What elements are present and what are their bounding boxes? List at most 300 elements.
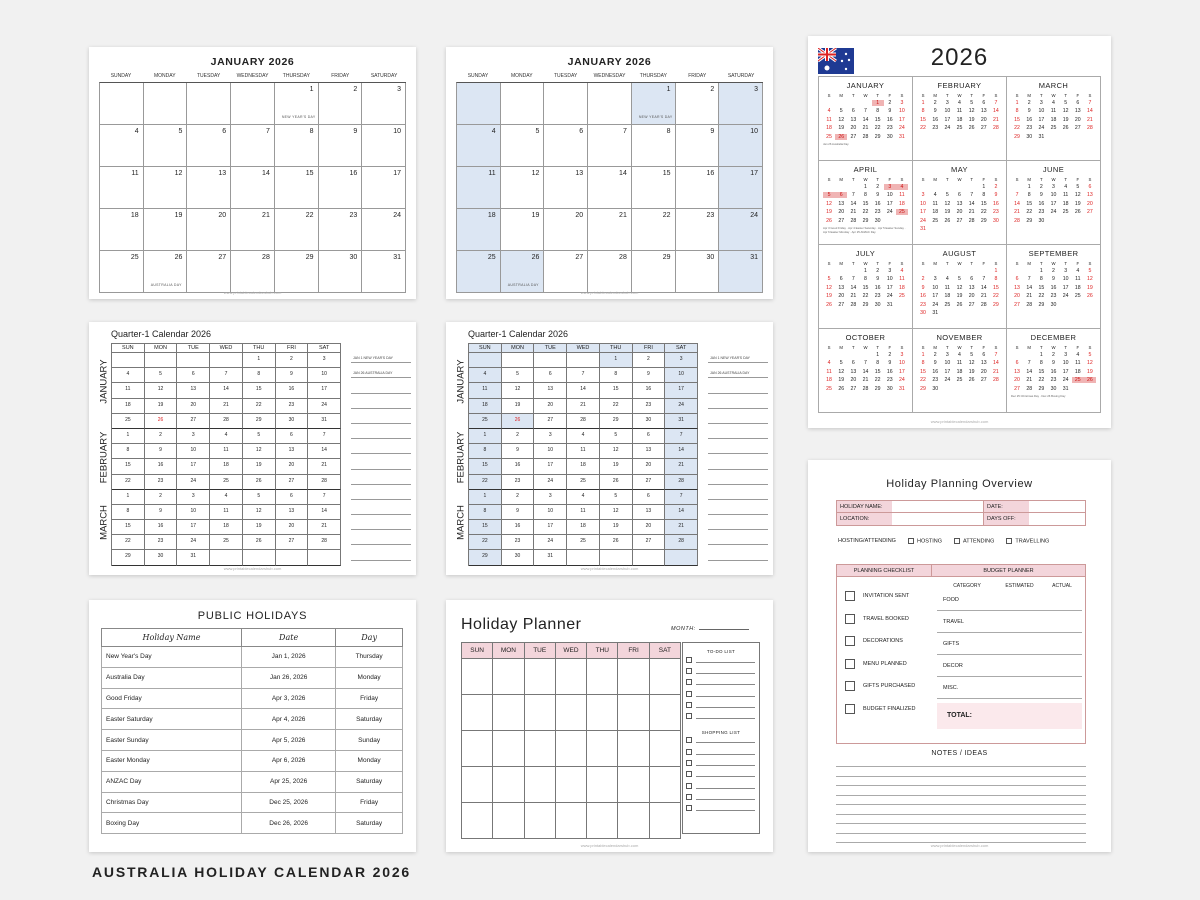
- day-cell[interactable]: 17: [308, 383, 341, 398]
- day-cell[interactable]: [362, 167, 406, 209]
- day-cell[interactable]: 25: [469, 414, 502, 429]
- day-cell[interactable]: 4: [567, 429, 600, 444]
- day-cell[interactable]: 20: [276, 520, 309, 535]
- day-cell[interactable]: [319, 167, 363, 209]
- day-cell[interactable]: [650, 695, 681, 731]
- day-cell[interactable]: [632, 167, 676, 209]
- day-cell[interactable]: 26: [243, 475, 276, 490]
- day-cell[interactable]: 2: [502, 429, 535, 444]
- day-cell[interactable]: 3: [177, 429, 210, 444]
- day-cell[interactable]: [100, 83, 144, 125]
- note-line[interactable]: [708, 348, 768, 363]
- day-cell[interactable]: 14: [308, 444, 341, 459]
- day-cell[interactable]: 28: [665, 475, 698, 490]
- day-cell[interactable]: 8: [469, 444, 502, 459]
- day-cell[interactable]: 26: [145, 414, 178, 429]
- day-cell[interactable]: [676, 167, 720, 209]
- day-cell[interactable]: 4: [210, 429, 243, 444]
- day-cell[interactable]: [319, 251, 363, 293]
- day-cell[interactable]: [231, 125, 275, 167]
- day-cell[interactable]: 8: [469, 505, 502, 520]
- day-cell[interactable]: 4: [567, 490, 600, 505]
- day-cell[interactable]: 23: [276, 399, 309, 414]
- day-cell[interactable]: [544, 251, 588, 293]
- note-line[interactable]: [708, 485, 768, 500]
- day-cell[interactable]: 13: [534, 383, 567, 398]
- day-cell[interactable]: [665, 550, 698, 565]
- day-cell[interactable]: [319, 83, 363, 125]
- note-line[interactable]: [351, 348, 411, 363]
- note-line[interactable]: [836, 804, 1086, 805]
- day-cell[interactable]: [618, 659, 649, 695]
- day-cell[interactable]: [187, 83, 231, 125]
- day-cell[interactable]: 26: [600, 475, 633, 490]
- day-cell[interactable]: 5: [502, 368, 535, 383]
- day-cell[interactable]: 25: [567, 475, 600, 490]
- day-cell[interactable]: [275, 167, 319, 209]
- day-cell[interactable]: [187, 167, 231, 209]
- day-cell[interactable]: [462, 731, 493, 767]
- day-cell[interactable]: 13: [633, 444, 666, 459]
- note-line[interactable]: [351, 394, 411, 409]
- checklist-item[interactable]: [683, 710, 759, 721]
- day-cell[interactable]: 6: [633, 429, 666, 444]
- day-cell[interactable]: [100, 251, 144, 293]
- checklist-item[interactable]: [683, 677, 759, 688]
- note-line[interactable]: [351, 363, 411, 378]
- checklist-item[interactable]: [845, 636, 903, 646]
- day-cell[interactable]: 1: [112, 429, 145, 444]
- day-cell[interactable]: 13: [633, 505, 666, 520]
- day-cell[interactable]: [362, 83, 406, 125]
- day-cell[interactable]: 24: [177, 475, 210, 490]
- day-cell[interactable]: 25: [210, 475, 243, 490]
- note-line[interactable]: [836, 776, 1086, 777]
- day-cell[interactable]: 9: [145, 444, 178, 459]
- day-cell[interactable]: 13: [276, 505, 309, 520]
- day-cell[interactable]: [231, 83, 275, 125]
- day-cell[interactable]: 8: [600, 368, 633, 383]
- day-cell[interactable]: 28: [567, 414, 600, 429]
- day-cell[interactable]: 24: [534, 475, 567, 490]
- day-cell[interactable]: [501, 251, 545, 293]
- day-cell[interactable]: [469, 353, 502, 368]
- checklist-item[interactable]: [683, 735, 759, 746]
- quarter-calendar-card[interactable]: [89, 322, 416, 575]
- day-cell[interactable]: 4: [469, 368, 502, 383]
- day-cell[interactable]: [276, 550, 309, 565]
- note-line[interactable]: [836, 785, 1086, 786]
- day-cell[interactable]: [501, 167, 545, 209]
- day-cell[interactable]: 2: [276, 353, 309, 368]
- day-cell[interactable]: [676, 251, 720, 293]
- day-cell[interactable]: 17: [534, 520, 567, 535]
- day-cell[interactable]: [650, 767, 681, 803]
- note-line[interactable]: [351, 515, 411, 530]
- note-line[interactable]: [836, 795, 1086, 796]
- day-cell[interactable]: [319, 209, 363, 251]
- note-line[interactable]: [708, 439, 768, 454]
- day-cell[interactable]: [587, 767, 618, 803]
- day-cell[interactable]: 16: [276, 383, 309, 398]
- note-line[interactable]: [708, 545, 768, 560]
- quarter-calendar-blue-card[interactable]: [446, 322, 773, 575]
- day-cell[interactable]: [145, 353, 178, 368]
- checklist-item[interactable]: [683, 791, 759, 802]
- day-cell[interactable]: 10: [534, 444, 567, 459]
- day-cell[interactable]: 2: [502, 490, 535, 505]
- day-cell[interactable]: 22: [469, 475, 502, 490]
- day-cell[interactable]: [275, 125, 319, 167]
- day-cell[interactable]: [587, 731, 618, 767]
- note-line[interactable]: [351, 454, 411, 469]
- day-cell[interactable]: [100, 209, 144, 251]
- day-cell[interactable]: 16: [633, 383, 666, 398]
- day-cell[interactable]: [567, 550, 600, 565]
- day-cell[interactable]: [231, 251, 275, 293]
- day-cell[interactable]: [525, 767, 556, 803]
- day-cell[interactable]: 22: [469, 535, 502, 550]
- day-cell[interactable]: [525, 659, 556, 695]
- day-cell[interactable]: 22: [243, 399, 276, 414]
- day-cell[interactable]: 6: [276, 490, 309, 505]
- day-cell[interactable]: [187, 251, 231, 293]
- january-calendar-blue-card[interactable]: [446, 47, 773, 299]
- day-cell[interactable]: 27: [276, 475, 309, 490]
- day-cell[interactable]: 15: [243, 383, 276, 398]
- day-cell[interactable]: [493, 695, 524, 731]
- year-calendar-card[interactable]: [808, 36, 1111, 428]
- day-cell[interactable]: [501, 209, 545, 251]
- day-cell[interactable]: 19: [502, 399, 535, 414]
- day-cell[interactable]: [362, 125, 406, 167]
- checklist-item[interactable]: [845, 704, 915, 714]
- budget-row[interactable]: FOOD: [937, 589, 1082, 611]
- budget-row[interactable]: GIFTS: [937, 633, 1082, 655]
- day-cell[interactable]: [544, 209, 588, 251]
- day-cell[interactable]: [676, 83, 720, 125]
- day-cell[interactable]: [501, 125, 545, 167]
- day-cell[interactable]: 21: [210, 399, 243, 414]
- day-cell[interactable]: [588, 125, 632, 167]
- day-cell[interactable]: 25: [567, 535, 600, 550]
- travelling-option[interactable]: TRAVELLING: [1006, 538, 1049, 544]
- day-cell[interactable]: [600, 550, 633, 565]
- day-cell[interactable]: 17: [665, 383, 698, 398]
- day-cell[interactable]: [100, 125, 144, 167]
- day-cell[interactable]: [544, 167, 588, 209]
- note-line[interactable]: [708, 515, 768, 530]
- day-cell[interactable]: [144, 251, 188, 293]
- day-cell[interactable]: [112, 353, 145, 368]
- day-cell[interactable]: 6: [276, 429, 309, 444]
- day-cell[interactable]: [362, 209, 406, 251]
- day-cell[interactable]: [493, 659, 524, 695]
- checklist-item[interactable]: [845, 591, 909, 601]
- day-cell[interactable]: [588, 209, 632, 251]
- day-cell[interactable]: 24: [534, 535, 567, 550]
- day-cell[interactable]: [650, 659, 681, 695]
- day-cell[interactable]: 12: [600, 505, 633, 520]
- day-cell[interactable]: 23: [502, 475, 535, 490]
- attending-option[interactable]: ATTENDING: [954, 538, 994, 544]
- day-cell[interactable]: [457, 251, 501, 293]
- planning-overview-card[interactable]: [808, 460, 1111, 852]
- january-calendar-card[interactable]: [89, 47, 416, 299]
- day-cell[interactable]: 27: [633, 475, 666, 490]
- day-cell[interactable]: 12: [600, 444, 633, 459]
- days-off-field[interactable]: [1029, 513, 1085, 525]
- day-cell[interactable]: 21: [665, 520, 698, 535]
- day-cell[interactable]: [632, 83, 676, 125]
- day-cell[interactable]: 12: [243, 505, 276, 520]
- day-cell[interactable]: 6: [633, 490, 666, 505]
- day-cell[interactable]: 8: [112, 444, 145, 459]
- note-line[interactable]: [351, 378, 411, 393]
- day-cell[interactable]: 21: [665, 459, 698, 474]
- day-cell[interactable]: 11: [567, 505, 600, 520]
- day-cell[interactable]: 7: [308, 429, 341, 444]
- day-cell[interactable]: 28: [308, 535, 341, 550]
- day-cell[interactable]: 29: [469, 550, 502, 565]
- day-cell[interactable]: 15: [112, 520, 145, 535]
- public-holidays-card[interactable]: [89, 600, 416, 852]
- day-cell[interactable]: 10: [308, 368, 341, 383]
- day-cell[interactable]: 5: [600, 490, 633, 505]
- note-line[interactable]: [708, 363, 768, 378]
- day-cell[interactable]: 29: [600, 414, 633, 429]
- day-cell[interactable]: [275, 209, 319, 251]
- day-cell[interactable]: 20: [633, 459, 666, 474]
- day-cell[interactable]: 11: [210, 505, 243, 520]
- day-cell[interactable]: 18: [112, 399, 145, 414]
- day-cell[interactable]: [556, 731, 587, 767]
- day-cell[interactable]: [618, 695, 649, 731]
- day-cell[interactable]: 2: [145, 490, 178, 505]
- day-cell[interactable]: 17: [177, 520, 210, 535]
- day-cell[interactable]: [457, 167, 501, 209]
- checklist-item[interactable]: [683, 780, 759, 791]
- checklist-item[interactable]: [845, 659, 907, 669]
- day-cell[interactable]: [187, 125, 231, 167]
- day-cell[interactable]: 31: [665, 414, 698, 429]
- hosting-option[interactable]: HOSTING: [908, 538, 942, 544]
- day-cell[interactable]: 13: [177, 383, 210, 398]
- day-cell[interactable]: 28: [308, 475, 341, 490]
- day-cell[interactable]: 3: [308, 353, 341, 368]
- day-cell[interactable]: [144, 83, 188, 125]
- checklist-item[interactable]: [683, 665, 759, 676]
- holiday-planner-card[interactable]: [446, 600, 773, 852]
- day-cell[interactable]: 18: [567, 520, 600, 535]
- day-cell[interactable]: 19: [600, 520, 633, 535]
- day-cell[interactable]: 14: [665, 444, 698, 459]
- day-cell[interactable]: 16: [502, 459, 535, 474]
- day-cell[interactable]: [719, 209, 763, 251]
- day-cell[interactable]: [719, 125, 763, 167]
- day-cell[interactable]: [632, 209, 676, 251]
- day-cell[interactable]: [275, 83, 319, 125]
- day-cell[interactable]: [462, 659, 493, 695]
- day-cell[interactable]: 24: [177, 535, 210, 550]
- day-cell[interactable]: 6: [177, 368, 210, 383]
- checklist-item[interactable]: [683, 654, 759, 665]
- day-cell[interactable]: 23: [633, 399, 666, 414]
- day-cell[interactable]: 24: [308, 399, 341, 414]
- day-cell[interactable]: 15: [600, 383, 633, 398]
- day-cell[interactable]: 1: [600, 353, 633, 368]
- day-cell[interactable]: 29: [112, 550, 145, 565]
- day-cell[interactable]: [525, 731, 556, 767]
- day-cell[interactable]: 16: [502, 520, 535, 535]
- note-line[interactable]: [708, 470, 768, 485]
- day-cell[interactable]: [362, 251, 406, 293]
- day-cell[interactable]: [231, 167, 275, 209]
- day-cell[interactable]: 7: [210, 368, 243, 383]
- day-cell[interactable]: 10: [665, 368, 698, 383]
- day-cell[interactable]: [525, 695, 556, 731]
- day-cell[interactable]: 14: [308, 505, 341, 520]
- day-cell[interactable]: [462, 695, 493, 731]
- day-cell[interactable]: [457, 83, 501, 125]
- day-cell[interactable]: 21: [308, 520, 341, 535]
- day-cell[interactable]: 2: [633, 353, 666, 368]
- day-cell[interactable]: [650, 731, 681, 767]
- day-cell[interactable]: [544, 83, 588, 125]
- day-cell[interactable]: [462, 767, 493, 803]
- day-cell[interactable]: 10: [177, 505, 210, 520]
- day-cell[interactable]: 22: [112, 475, 145, 490]
- day-cell[interactable]: 19: [243, 459, 276, 474]
- holiday-name-field[interactable]: [892, 501, 984, 512]
- day-cell[interactable]: 19: [145, 399, 178, 414]
- note-line[interactable]: [836, 823, 1086, 824]
- day-cell[interactable]: [676, 125, 720, 167]
- checklist-item[interactable]: [845, 614, 909, 624]
- day-cell[interactable]: 25: [210, 535, 243, 550]
- day-cell[interactable]: 31: [177, 550, 210, 565]
- note-line[interactable]: [708, 378, 768, 393]
- day-cell[interactable]: 16: [145, 520, 178, 535]
- day-cell[interactable]: 5: [243, 429, 276, 444]
- day-cell[interactable]: 4: [112, 368, 145, 383]
- day-cell[interactable]: 24: [665, 399, 698, 414]
- day-cell[interactable]: 22: [112, 535, 145, 550]
- note-line[interactable]: [836, 814, 1086, 815]
- note-line[interactable]: [708, 530, 768, 545]
- day-cell[interactable]: 14: [210, 383, 243, 398]
- day-cell[interactable]: 14: [567, 383, 600, 398]
- day-cell[interactable]: 1: [243, 353, 276, 368]
- day-cell[interactable]: 9: [502, 505, 535, 520]
- note-line[interactable]: [708, 394, 768, 409]
- checklist-item[interactable]: [845, 681, 915, 691]
- day-cell[interactable]: 9: [276, 368, 309, 383]
- day-cell[interactable]: [632, 251, 676, 293]
- day-cell[interactable]: 7: [308, 490, 341, 505]
- day-cell[interactable]: 20: [276, 459, 309, 474]
- day-cell[interactable]: 26: [502, 414, 535, 429]
- checklist-item[interactable]: [683, 803, 759, 814]
- day-cell[interactable]: 9: [502, 444, 535, 459]
- date-field[interactable]: [1029, 501, 1085, 512]
- day-cell[interactable]: 27: [633, 535, 666, 550]
- day-cell[interactable]: 1: [112, 490, 145, 505]
- day-cell[interactable]: 15: [112, 459, 145, 474]
- day-cell[interactable]: [493, 803, 524, 839]
- day-cell[interactable]: [243, 550, 276, 565]
- day-cell[interactable]: [210, 550, 243, 565]
- checklist-item[interactable]: [683, 757, 759, 768]
- day-cell[interactable]: [308, 550, 341, 565]
- note-line[interactable]: [351, 500, 411, 515]
- checklist-item[interactable]: [683, 769, 759, 780]
- day-cell[interactable]: 22: [600, 399, 633, 414]
- day-cell[interactable]: 27: [177, 414, 210, 429]
- day-cell[interactable]: [556, 659, 587, 695]
- day-cell[interactable]: 1: [469, 429, 502, 444]
- day-cell[interactable]: 18: [469, 399, 502, 414]
- day-cell[interactable]: 9: [633, 368, 666, 383]
- day-cell[interactable]: [100, 167, 144, 209]
- day-cell[interactable]: 12: [145, 383, 178, 398]
- note-line[interactable]: [351, 530, 411, 545]
- day-cell[interactable]: 1: [469, 490, 502, 505]
- day-cell[interactable]: [502, 353, 535, 368]
- day-cell[interactable]: 30: [145, 550, 178, 565]
- day-cell[interactable]: 4: [210, 490, 243, 505]
- day-cell[interactable]: 3: [665, 353, 698, 368]
- day-cell[interactable]: [556, 767, 587, 803]
- day-cell[interactable]: 20: [177, 399, 210, 414]
- day-cell[interactable]: 11: [567, 444, 600, 459]
- day-cell[interactable]: 7: [665, 429, 698, 444]
- day-cell[interactable]: [556, 695, 587, 731]
- day-cell[interactable]: 20: [534, 399, 567, 414]
- note-line[interactable]: [351, 470, 411, 485]
- day-cell[interactable]: 28: [665, 535, 698, 550]
- day-cell[interactable]: [719, 251, 763, 293]
- day-cell[interactable]: 31: [308, 414, 341, 429]
- day-cell[interactable]: [588, 251, 632, 293]
- day-cell[interactable]: [588, 83, 632, 125]
- day-cell[interactable]: [319, 125, 363, 167]
- day-cell[interactable]: [618, 803, 649, 839]
- day-cell[interactable]: [633, 550, 666, 565]
- day-cell[interactable]: [210, 353, 243, 368]
- day-cell[interactable]: [567, 353, 600, 368]
- day-cell[interactable]: 8: [112, 505, 145, 520]
- day-cell[interactable]: 23: [502, 535, 535, 550]
- note-line[interactable]: [708, 424, 768, 439]
- day-cell[interactable]: [457, 125, 501, 167]
- day-cell[interactable]: 2: [145, 429, 178, 444]
- day-cell[interactable]: 6: [534, 368, 567, 383]
- day-cell[interactable]: 8: [243, 368, 276, 383]
- note-line[interactable]: [351, 439, 411, 454]
- day-cell[interactable]: 19: [243, 520, 276, 535]
- day-cell[interactable]: 11: [210, 444, 243, 459]
- day-cell[interactable]: 27: [276, 535, 309, 550]
- day-cell[interactable]: 21: [567, 399, 600, 414]
- day-cell[interactable]: [676, 209, 720, 251]
- day-cell[interactable]: 30: [502, 550, 535, 565]
- day-cell[interactable]: [650, 803, 681, 839]
- day-cell[interactable]: [525, 803, 556, 839]
- day-cell[interactable]: [556, 803, 587, 839]
- day-cell[interactable]: [275, 251, 319, 293]
- day-cell[interactable]: [493, 767, 524, 803]
